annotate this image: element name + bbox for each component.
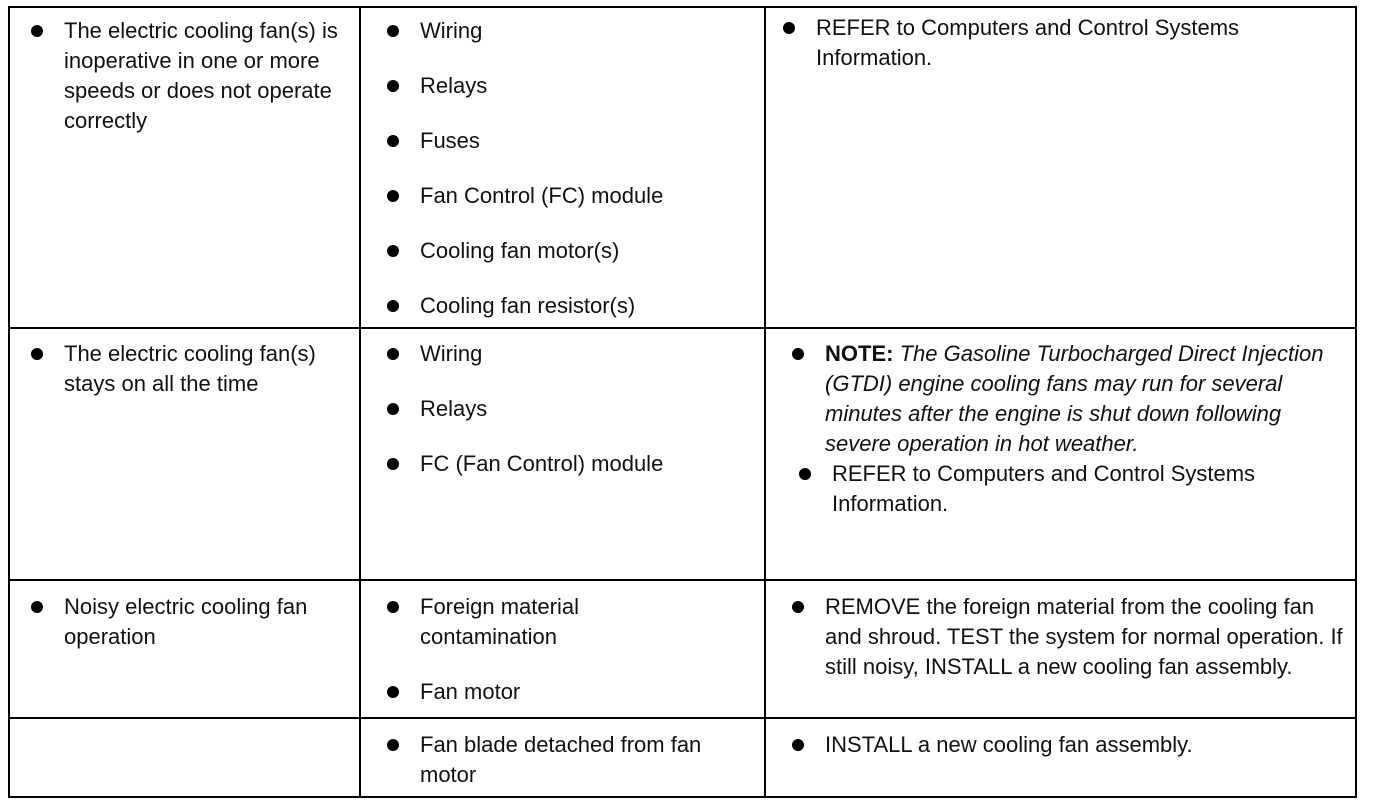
- row-divider: [8, 717, 1357, 719]
- bullet-icon: [387, 245, 399, 257]
- action-text: INSTALL a new cooling fan assembly.: [825, 732, 1193, 757]
- cause-text: Wiring: [420, 18, 483, 43]
- cause-item: [387, 592, 687, 652]
- bullet-icon: [387, 135, 399, 147]
- cause-text: Foreign material contamination: [420, 594, 579, 649]
- action-text: REFER to Computers and Control Systems Information.: [816, 15, 1240, 70]
- row-3-causes-cell: [387, 592, 687, 707]
- bullet-icon: [387, 403, 399, 415]
- condition-item: [31, 592, 356, 652]
- condition-text: The electric cooling fan(s) is inoperative in one or more speeds or does not operate correctly: [64, 18, 338, 133]
- row-1-action-cell: [783, 13, 1343, 73]
- cause-text: Wiring: [420, 341, 483, 366]
- note-text: The Gasoline Turbocharged Direct Injection (GTDI) engine cooling fans may run for several minutes after the engine is shut down following severe operation in hot weather.: [825, 341, 1324, 456]
- row-4-action-cell: [792, 730, 1347, 760]
- row-1-condition-cell: [31, 16, 356, 136]
- bullet-icon: [387, 601, 399, 613]
- bullet-icon: [387, 348, 399, 360]
- bullet-icon: [792, 348, 804, 360]
- row-divider: [8, 579, 1357, 581]
- cause-text: Fan blade detached from fan motor: [420, 732, 702, 787]
- bullet-icon: [387, 25, 399, 37]
- action-item: [783, 13, 1343, 73]
- column-divider: [1355, 6, 1357, 798]
- column-divider: [764, 6, 766, 798]
- action-item: [792, 592, 1347, 682]
- column-divider: [8, 6, 10, 798]
- cause-text: Cooling fan motor(s): [420, 238, 620, 263]
- cause-item: [387, 181, 757, 211]
- cause-item: [387, 71, 757, 101]
- bullet-icon: [31, 601, 43, 613]
- row-3-condition-cell: [31, 592, 356, 652]
- bullet-icon: [792, 601, 804, 613]
- row-divider: [8, 6, 1357, 8]
- bullet-icon: [387, 80, 399, 92]
- row-1-causes-cell: [387, 16, 757, 321]
- action-item: [799, 459, 1342, 519]
- condition-text: Noisy electric cooling fan operation: [64, 594, 308, 649]
- row-divider: [8, 796, 1357, 798]
- cause-text: Relays: [420, 396, 488, 421]
- cause-item: [387, 236, 757, 266]
- cause-item: [387, 730, 747, 790]
- bullet-icon: [799, 468, 811, 480]
- cause-item: [387, 677, 687, 707]
- bullet-icon: [387, 686, 399, 698]
- bullet-icon: [783, 22, 795, 34]
- row-2-condition-cell: [31, 339, 356, 399]
- condition-item: [31, 16, 356, 136]
- cause-item: [387, 394, 757, 424]
- row-3-action-cell: [792, 592, 1347, 682]
- bullet-icon: [387, 458, 399, 470]
- cause-text: FC (Fan Control) module: [420, 451, 664, 476]
- cause-text: Relays: [420, 73, 488, 98]
- bullet-icon: [387, 190, 399, 202]
- bullet-icon: [387, 739, 399, 751]
- row-2-causes-cell: [387, 339, 757, 479]
- bullet-icon: [387, 300, 399, 312]
- bullet-icon: [31, 348, 43, 360]
- note-item: [792, 339, 1342, 459]
- row-divider: [8, 327, 1357, 329]
- action-text: REMOVE the foreign material from the cooling fan and shroud. TEST the system for normal operation. If still noisy, INSTALL a new cooling fan assembly.: [825, 594, 1343, 679]
- row-4-causes-cell: [387, 730, 747, 790]
- bullet-icon: [792, 739, 804, 751]
- note-label: NOTE:: [825, 341, 894, 366]
- cause-text: Fan Control (FC) module: [420, 183, 664, 208]
- cause-item: [387, 339, 757, 369]
- action-text: REFER to Computers and Control Systems Information.: [832, 461, 1256, 516]
- row-2-action-cell: [792, 339, 1342, 519]
- cause-item: [387, 126, 757, 156]
- cause-item: [387, 449, 757, 479]
- condition-text: The electric cooling fan(s) stays on all the time: [64, 341, 316, 396]
- cause-item: [387, 16, 757, 46]
- column-divider: [359, 6, 361, 798]
- cause-text: Fan motor: [420, 679, 521, 704]
- cause-text: Cooling fan resistor(s): [420, 293, 636, 318]
- bullet-icon: [31, 25, 43, 37]
- cause-item: [387, 291, 757, 321]
- cause-text: Fuses: [420, 128, 480, 153]
- action-item: [792, 730, 1347, 760]
- condition-item: [31, 339, 356, 399]
